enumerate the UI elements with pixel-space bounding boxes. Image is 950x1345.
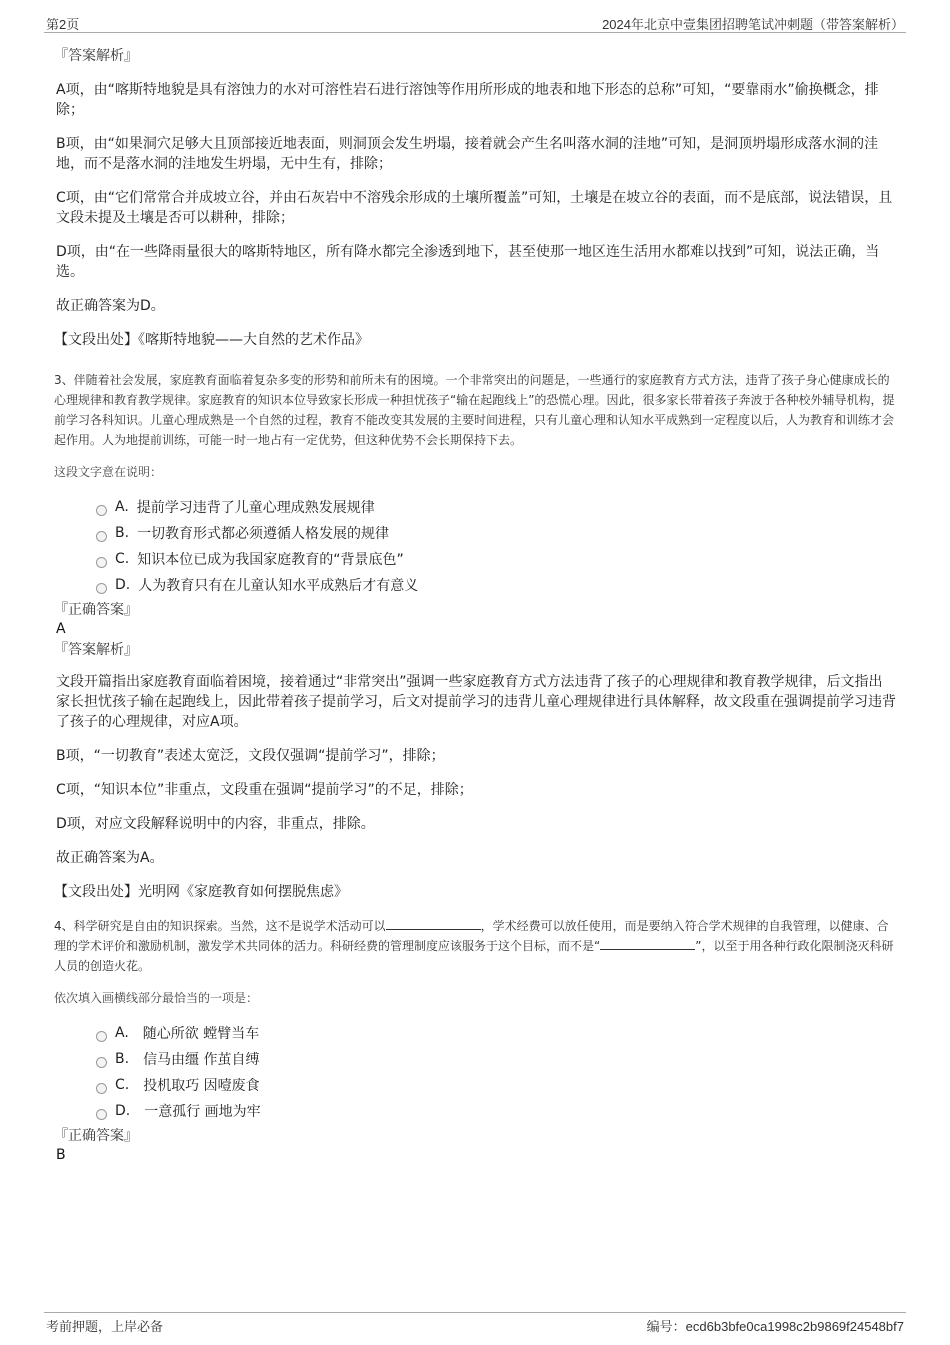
question-3-option-d[interactable]: D. 人为教育只有在儿童认知水平成熟后才有意义 [96, 572, 896, 598]
passage-source: 【文段出处】《喀斯特地貌——大自然的艺术作品》 [54, 332, 369, 348]
question-3-prompt: 这段文字意在说明： [54, 465, 163, 479]
radio-icon[interactable] [96, 1057, 107, 1068]
correct-answer: B [56, 1147, 66, 1163]
analysis-conclusion: 故正确答案为A。 [56, 850, 164, 866]
correct-answer-label: 『正确答案』 [54, 1128, 138, 1144]
analysis-option-c: C项，由“它们常常合并成坡立谷，并由石灰岩中不溶残余形成的土壤所覆盖”可知，土壤是在坡立谷的表面，而不是底部，说法错误，且文段未提及土壤是否可以耕种，排除； [56, 190, 893, 226]
document-code: 编号：ecd6b3bfe0ca1998c2b9869f24548bf7 [646, 1319, 904, 1334]
question-3-text: 3、伴随着社会发展，家庭教育面临着复杂多变的形势和前所未有的困境。一个非常突出的问题是，一些通行的家庭教育方式方法，违背了孩子身心健康成长的心理规律和教育教学规律。家庭教育的知识本位导致家长形成一种担忧孩子“输在起跑线上”的恐慌心理。因此，很多家长带着孩子奔波于各种校外辅导机构，提前学习各科知识。儿童心理成熟是一个自然的过程，教育不能改变其发展的主要时间进程，只有儿童心理和认知水平成熟到一定程度以后，人为教育和训练才会起作用。人为地提前训练，可能一时一地占有一定优势，但这种优势不会长期保持下去。 [54, 373, 895, 447]
analysis-label: 『答案解析』 [54, 48, 138, 64]
analysis-option-c: C项，“知识本位”非重点，文段重在强调“提前学习”的不足，排除； [56, 782, 473, 798]
analysis-main: 文段开篇指出家庭教育面临着困境，接着通过“非常突出”强调一些家庭教育方式方法违背了孩子的心理规律和教育教学规律，后文指出家长担忧孩子输在起跑线上，因此带着孩子提前学习，后文对提前学习的违背儿童心理规律进行具体解释，故文段重在强调提前学习违背了孩子的心理规律，对应A项。 [56, 674, 896, 730]
footer-slogan: 考前押题，上岸必备 [46, 1319, 164, 1334]
fill-blank-1 [386, 917, 481, 930]
correct-answer-label: 『正确答案』 [54, 602, 138, 618]
analysis-option-a: A项，由“喀斯特地貌是具有溶蚀力的水对可溶性岩石进行溶蚀等作用所形成的地表和地下形态的总称”可知，“要靠雨水”偷换概念，排除； [56, 82, 879, 118]
question-4-options [96, 1020, 896, 1124]
analysis-label: 『答案解析』 [54, 642, 138, 658]
question-4-option-b[interactable]: B. 信马由缰 作茧自缚 [96, 1046, 896, 1072]
page-footer [44, 1312, 906, 1334]
analysis-option-d: D项，由“在一些降雨量很大的喀斯特地区，所有降水都完全渗透到地下，甚至使那一地区连生活用水都难以找到”可知，说法正确，当选。 [56, 244, 880, 280]
question-4-option-d[interactable]: D. 一意孤行 画地为牢 [96, 1098, 896, 1124]
fill-blank-2 [600, 937, 695, 950]
radio-icon[interactable] [96, 505, 107, 516]
radio-icon[interactable] [96, 557, 107, 568]
question-3-option-c[interactable]: C. 知识本位已成为我国家庭教育的“背景底色” [96, 546, 896, 572]
page-content [56, 46, 896, 1164]
question-3-option-b[interactable]: B. 一切教育形式都必须遵循人格发展的规律 [96, 520, 896, 546]
question-4-option-a[interactable]: A. 随心所欲 螳臂当车 [96, 1020, 896, 1046]
radio-icon[interactable] [96, 1109, 107, 1120]
analysis-option-b: B项，“一切教育”表述太宽泛，文段仅强调“提前学习”，排除； [56, 748, 445, 764]
radio-icon[interactable] [96, 1031, 107, 1042]
question-4-text: 4、科学研究是自由的知识探索。当然，这不是说学术活动可以 ，学术经费可以放任使用，而是要纳入符合学术规律的自我管理，以健康、合理的学术评价和激励机制，激发学术共同体的活力。科研经费的管理制度应该服务于这个目标，而不是“ ”，以至于用各种行政化限制浇灭科研人员的创造火花。 [54, 919, 894, 973]
document-title: 2024年北京中壹集团招聘笔试冲刺题（带答案解析） [602, 17, 904, 32]
analysis-conclusion: 故正确答案为D。 [56, 298, 165, 314]
analysis-option-b: B项，由“如果洞穴足够大且顶部接近地表面，则洞顶会发生坍塌，接着就会产生名叫落水洞的洼地”可知，是洞顶坍塌形成落水洞的洼地，而不是落水洞的洼地发生坍塌，无中生有，排除； [56, 136, 879, 172]
radio-icon[interactable] [96, 1083, 107, 1094]
question-4-option-c[interactable]: C. 投机取巧 因噎废食 [96, 1072, 896, 1098]
radio-icon[interactable] [96, 531, 107, 542]
radio-icon[interactable] [96, 583, 107, 594]
question-3-option-a[interactable]: A. 提前学习违背了儿童心理成熟发展规律 [96, 494, 896, 520]
question-3-options [96, 494, 896, 598]
page-header [44, 12, 906, 33]
passage-source: 【文段出处】光明网《家庭教育如何摆脱焦虑》 [54, 884, 348, 900]
analysis-option-d: D项，对应文段解释说明中的内容，非重点，排除。 [56, 816, 375, 832]
correct-answer: A [56, 621, 66, 637]
question-4-prompt: 依次填入画横线部分最恰当的一项是： [54, 991, 259, 1005]
page-number: 第2页 [46, 17, 80, 32]
